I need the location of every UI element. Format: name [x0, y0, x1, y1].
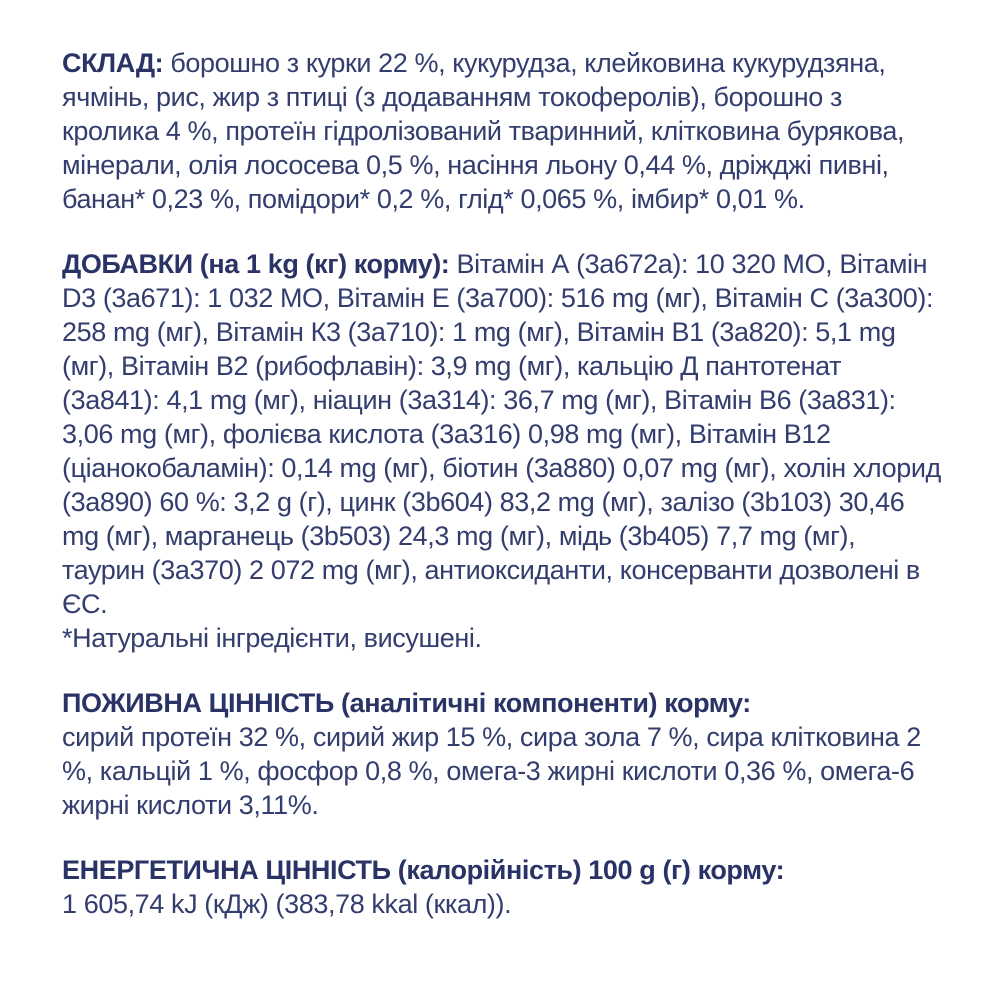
energy-paragraph: [62, 853, 942, 921]
label-text: [62, 46, 942, 921]
composition-body: борошно з курки 22 %, кукурудза, клейковина кукурудзяна, ячмінь, рис, жир з птиці (з додаванням токоферолів), борошно з кролика 4 %, протеїн гідролізований тваринний, клітковина бурякова, мінерали, олія лососева 0,5 %, насіння льону 0,44 %, дріжджі пивні, банан* 0,23 %, помідори* 0,2 %, глід* 0,065 %, імбир* 0,01 %.: [62, 48, 905, 214]
additives-footnote-text: *Натуральні інгредієнти, висушені.: [62, 623, 482, 653]
section-energy: [62, 853, 942, 921]
additives-paragraph: [62, 247, 942, 621]
nutrition-body: сирий протеїн 32 %, сирий жир 15 %, сира зола 7 %, сира клітковина 2 %, кальцій 1 %, фосфор 0,8 %, омега-3 жирні кислоти 0,36 %, омега-6 жирні кислоти 3,11%.: [62, 722, 921, 820]
section-nutrition: [62, 686, 942, 822]
additives-heading: ДОБАВКИ (на 1 kg (кг) корму):: [62, 249, 450, 279]
energy-heading: ЕНЕРГЕТИЧНА ЦІННІСТЬ (калорійність) 100 g (г) корму:: [62, 855, 785, 885]
additives-body: Вітамін А (3а672а): 10 320 МО, Вітамін D3 (3а671): 1 032 МО, Вітамін Е (3а700): 516 mg (мг), Вітамін С (3а300): 258 mg (мг), Вітамін К3 (3а710): 1 mg (мг), Вітамін В1 (3а820): 5,1 mg (мг), Вітамін В2 (рибофлавін): 3,9 mg (мг), кальцію Д пантотенат (3а841): 4,1 mg (мг), ніацин (3а314): 36,7 mg (мг), Вітамін В6 (3а831): 3,06 mg (мг), фолієва кислота (3а316) 0,98 mg (мг), Вітамін В12 (ціанокобаламін): 0,14 mg (мг), біотин (3а880) 0,07 mg (мг), холін хлорид (3а890) 60 %: 3,2 g (г), цинк (3b604) 83,2 mg (мг), залізо (3b103) 30,46 mg (мг), марганець (3b503) 24,3 mg (мг), мідь (3b405) 7,7 mg (мг), таурин (3а370) 2 072 mg (мг), антиоксиданти, консерванти дозволені в ЄС.: [62, 249, 941, 619]
energy-body: 1 605,74 kJ (кДж) (383,78 kkal (ккал)).: [62, 889, 512, 919]
composition-paragraph: [62, 46, 942, 216]
nutrition-paragraph: [62, 686, 942, 822]
composition-heading: СКЛАД:: [62, 48, 164, 78]
additives-footnote: [62, 621, 942, 655]
section-composition: [62, 46, 942, 216]
section-additives: [62, 247, 942, 655]
nutrition-heading: ПОЖИВНА ЦІННІСТЬ (аналітичні компоненти) корму:: [62, 688, 751, 718]
